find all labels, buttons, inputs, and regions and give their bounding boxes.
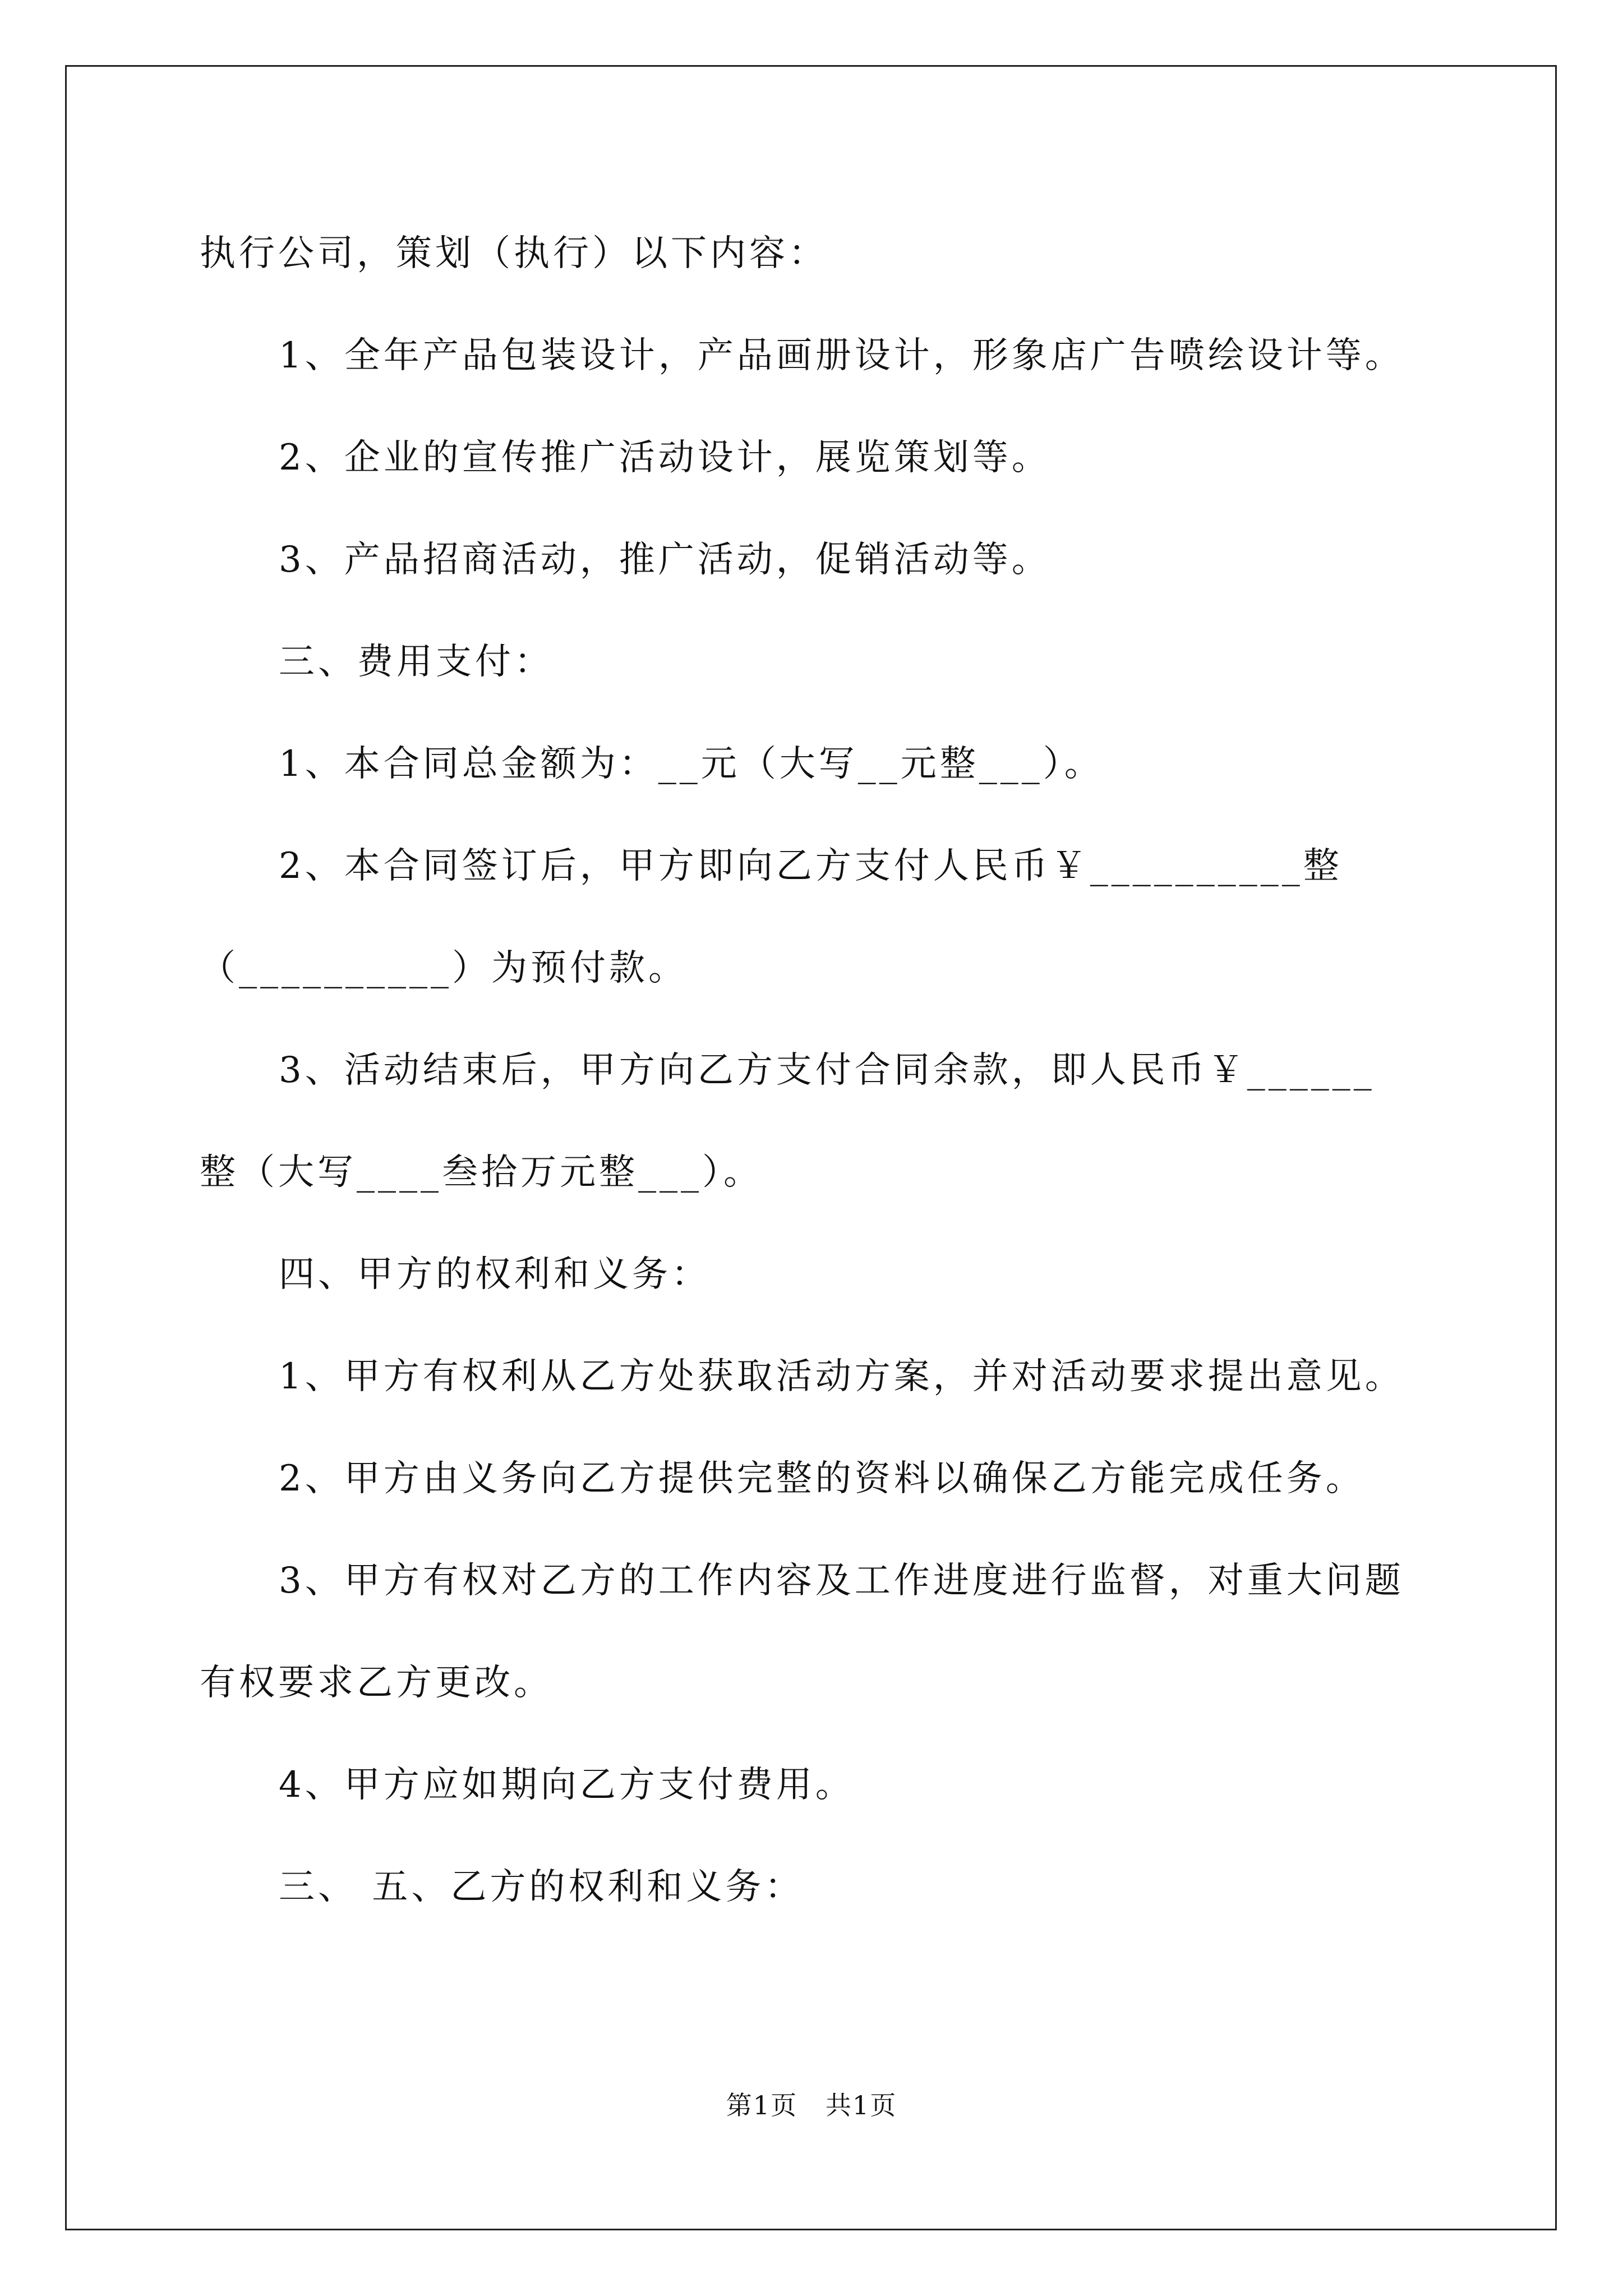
section-heading: 三、 五、乙方的权利和义务： bbox=[279, 1866, 804, 1908]
text-line: 2、甲方由义务向乙方提供完整的资料以确保乙方能完成任务。 bbox=[279, 1458, 1365, 1499]
text-line: 2、本合同签订后，甲方即向乙方支付人民币￥__________整 bbox=[279, 845, 1343, 887]
section-heading: 四、甲方的权利和义务： bbox=[279, 1254, 711, 1295]
text-line: 1、本合同总金额为：__元（大写__元整___）。 bbox=[279, 743, 1104, 785]
page-number-footer: 第1页 共1页 bbox=[726, 2090, 897, 2120]
text-line: 有权要求乙方更改。 bbox=[200, 1662, 553, 1704]
text-line: 1、甲方有权利从乙方处获取活动方案，并对活动要求提出意见。 bbox=[279, 1356, 1404, 1397]
text-line: 3、产品招商活动，推广活动，促销活动等。 bbox=[279, 539, 1051, 581]
text-line: 执行公司，策划（执行）以下内容： bbox=[200, 233, 828, 274]
text-line: 4、甲方应如期向乙方支付费用。 bbox=[279, 1764, 855, 1806]
text-line: 3、活动结束后，甲方向乙方支付合同余款，即人民币￥______ bbox=[279, 1050, 1375, 1091]
text-line: 2、企业的宣传推广活动设计，展览策划等。 bbox=[279, 437, 1051, 478]
text-line: （__________）为预付款。 bbox=[200, 947, 688, 989]
section-heading: 三、费用支付： bbox=[279, 641, 554, 683]
text-line: 1、全年产品包装设计，产品画册设计，形象店广告喷绘设计等。 bbox=[279, 335, 1404, 376]
text-line: 整（大写____叁拾万元整___）。 bbox=[200, 1152, 763, 1193]
text-line: 3、甲方有权对乙方的工作内容及工作进度进行监督，对重大问题 bbox=[279, 1560, 1404, 1602]
